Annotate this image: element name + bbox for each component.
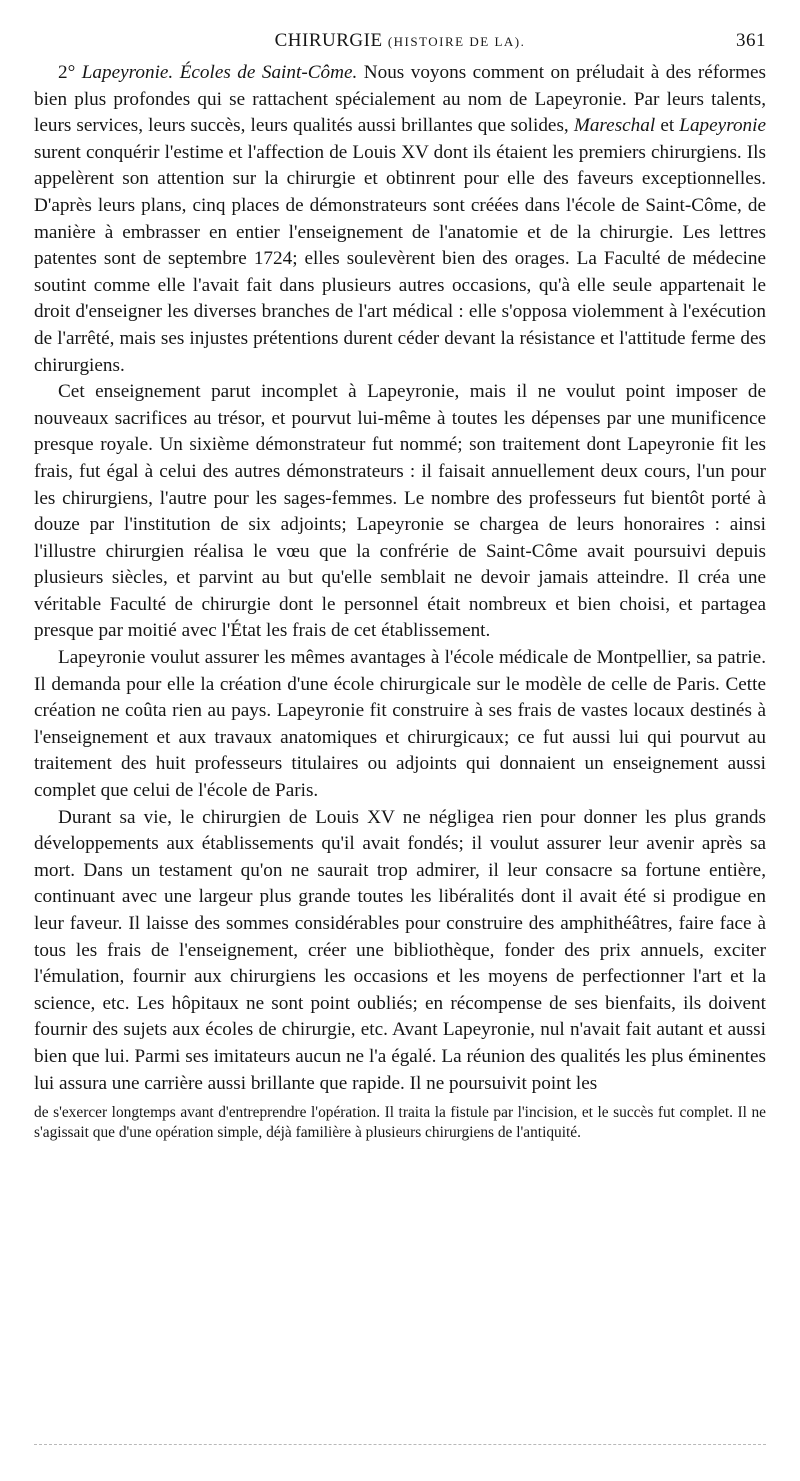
paragraph-1-text-c: surent conquérir l'estime et l'affection de Louis XV dont ils étaient les premiers chirurgiens. Ils appelèrent son attention sur la chirurgie et obtinrent pour elle des faveurs exceptionnelles. D'après leurs plans, cinq places de démonstrateurs sont créées dans l'école de Saint-Côme, de manière à embrasser en entier l'enseignement de l'anatomie et de la chirurgie. Les lettres patentes sont de septembre 1724; elles soulevèrent bien des orages. La Faculté de médecine soutint comme elle l'avait fait dans plusieurs autres occasions, qu'à elle seule appartenait le droit d'enseigner les diverses branches de l'art médical : elle s'opposa violemment à l'exécution de l'arrêté, mais ses injustes prétentions durent céder devant la résistance et l'attitude ferme des chirurgiens.: [34, 141, 766, 376]
running-head-main: CHIRURGIE: [274, 30, 383, 51]
bottom-rule: [34, 1444, 766, 1445]
paragraph-1-text-b: et: [655, 115, 680, 137]
paragraph-1: [34, 60, 766, 379]
running-head-title: [34, 30, 766, 52]
paragraph-4: Durant sa vie, le chirurgien de Louis XV ne négligea rien pour donner les plus grands développements aux établissements qu'il avait fondés; il voulut assurer leur avenir après sa mort. Dans un testament qu'on ne saurait trop admirer, il leur consacre sa fortune entière, continuant avec une largeur plus grande toutes les libéralités dont il avait été si prodigue en leur faveur. Il laisse des sommes considérables pour construire des amphithéâtres, faire face à tous les frais de l'enseignement, créer une bibliothèque, fonder des prix annuels, exciter l'émulation, fournir aux chirurgiens les occasions et les moyens de perfectionner l'art et la science, etc. Les hôpitaux ne sont point oubliés; en récompense de ses bienfaits, ils doivent fournir des sujets aux écoles de chirurgie, etc. Avant Lapeyronie, nul n'avait fait autant et aussi bien que lui. Parmi ses imitateurs aucun ne l'a égalé. La réunion des qualités les plus éminentes lui assura une carrière aussi brillante que rapide. Il ne poursuivit point les: [34, 806, 766, 1094]
main-text: [34, 60, 766, 1097]
paragraph-3: Lapeyronie voulut assurer les mêmes avantages à l'école médicale de Montpellier, sa patrie. Il demanda pour elle la création d'une école chirurgicale sur le modèle de celle de Paris. Cette création ne coûta rien au pays. Lapeyronie fit construire à ses frais de vastes locaux destinés à l'enseignement et aux travaux anatomiques et chirurgicaux; ce fut aussi lui qui pourvut au traitement des huit professeurs titulaires ou adjoints qui donnaient un enseignement aussi complet que celui de l'école de Paris.: [34, 647, 766, 802]
footnote-text: de s'exercer longtemps avant d'entreprendre l'opération. Il traita la fistule par l'incision, et le succès fut complet. Il ne s'agissait que d'une opération simple, déjà familière à plusieurs chirurgiens de l'antiquité.: [34, 1104, 766, 1141]
running-head: [34, 30, 766, 60]
running-head-subtitle: (HISTOIRE DE LA).: [387, 34, 526, 49]
section-title: Lapeyronie. Écoles de Saint-Côme.: [81, 62, 358, 83]
name-mareschal: Mareschal: [573, 115, 656, 137]
paragraph-1-text-a: Nous voyons comment on préludait à des réformes bien plus profondes qui se rattachent spécialement au nom de Lapeyronie. Par leurs talents, leurs services, leurs succès, leurs qualités aussi brillantes que solides,: [34, 62, 767, 137]
footnote: [34, 1103, 766, 1142]
book-page: [34, 30, 766, 1142]
name-lapeyronie: Lapeyronie: [679, 115, 766, 137]
paragraph-2: Cet enseignement parut incomplet à Lapeyronie, mais il ne voulut point imposer de nouveaux sacrifices au trésor, et pourvut lui-même à toutes les dépenses par une munificence presque royale. Un sixième démonstrateur fut nommé; son traitement dont Lapeyronie fit les frais, fut égal à celui des autres démonstrateurs : il faisait annuellement deux cours, l'un pour les chirurgiens, l'autre pour les sages-femmes. Le nombre des professeurs fut bientôt porté à douze par l'institution de six adjoints; Lapeyronie se chargea de leurs honoraires : ainsi l'illustre chirurgien réalisa le vœu que la confrérie de Saint-Côme avait poursuivi depuis plusieurs siècles, et parvint au but qu'elle semblait ne devoir jamais atteindre. Il créa une véritable Faculté de chirurgie dont le personnel était nombreux et bien choisi, et partagea presque par moitié avec l'État les frais de cet établissement.: [34, 381, 766, 642]
page-number: 361: [736, 30, 766, 51]
section-number: 2°: [58, 62, 76, 83]
